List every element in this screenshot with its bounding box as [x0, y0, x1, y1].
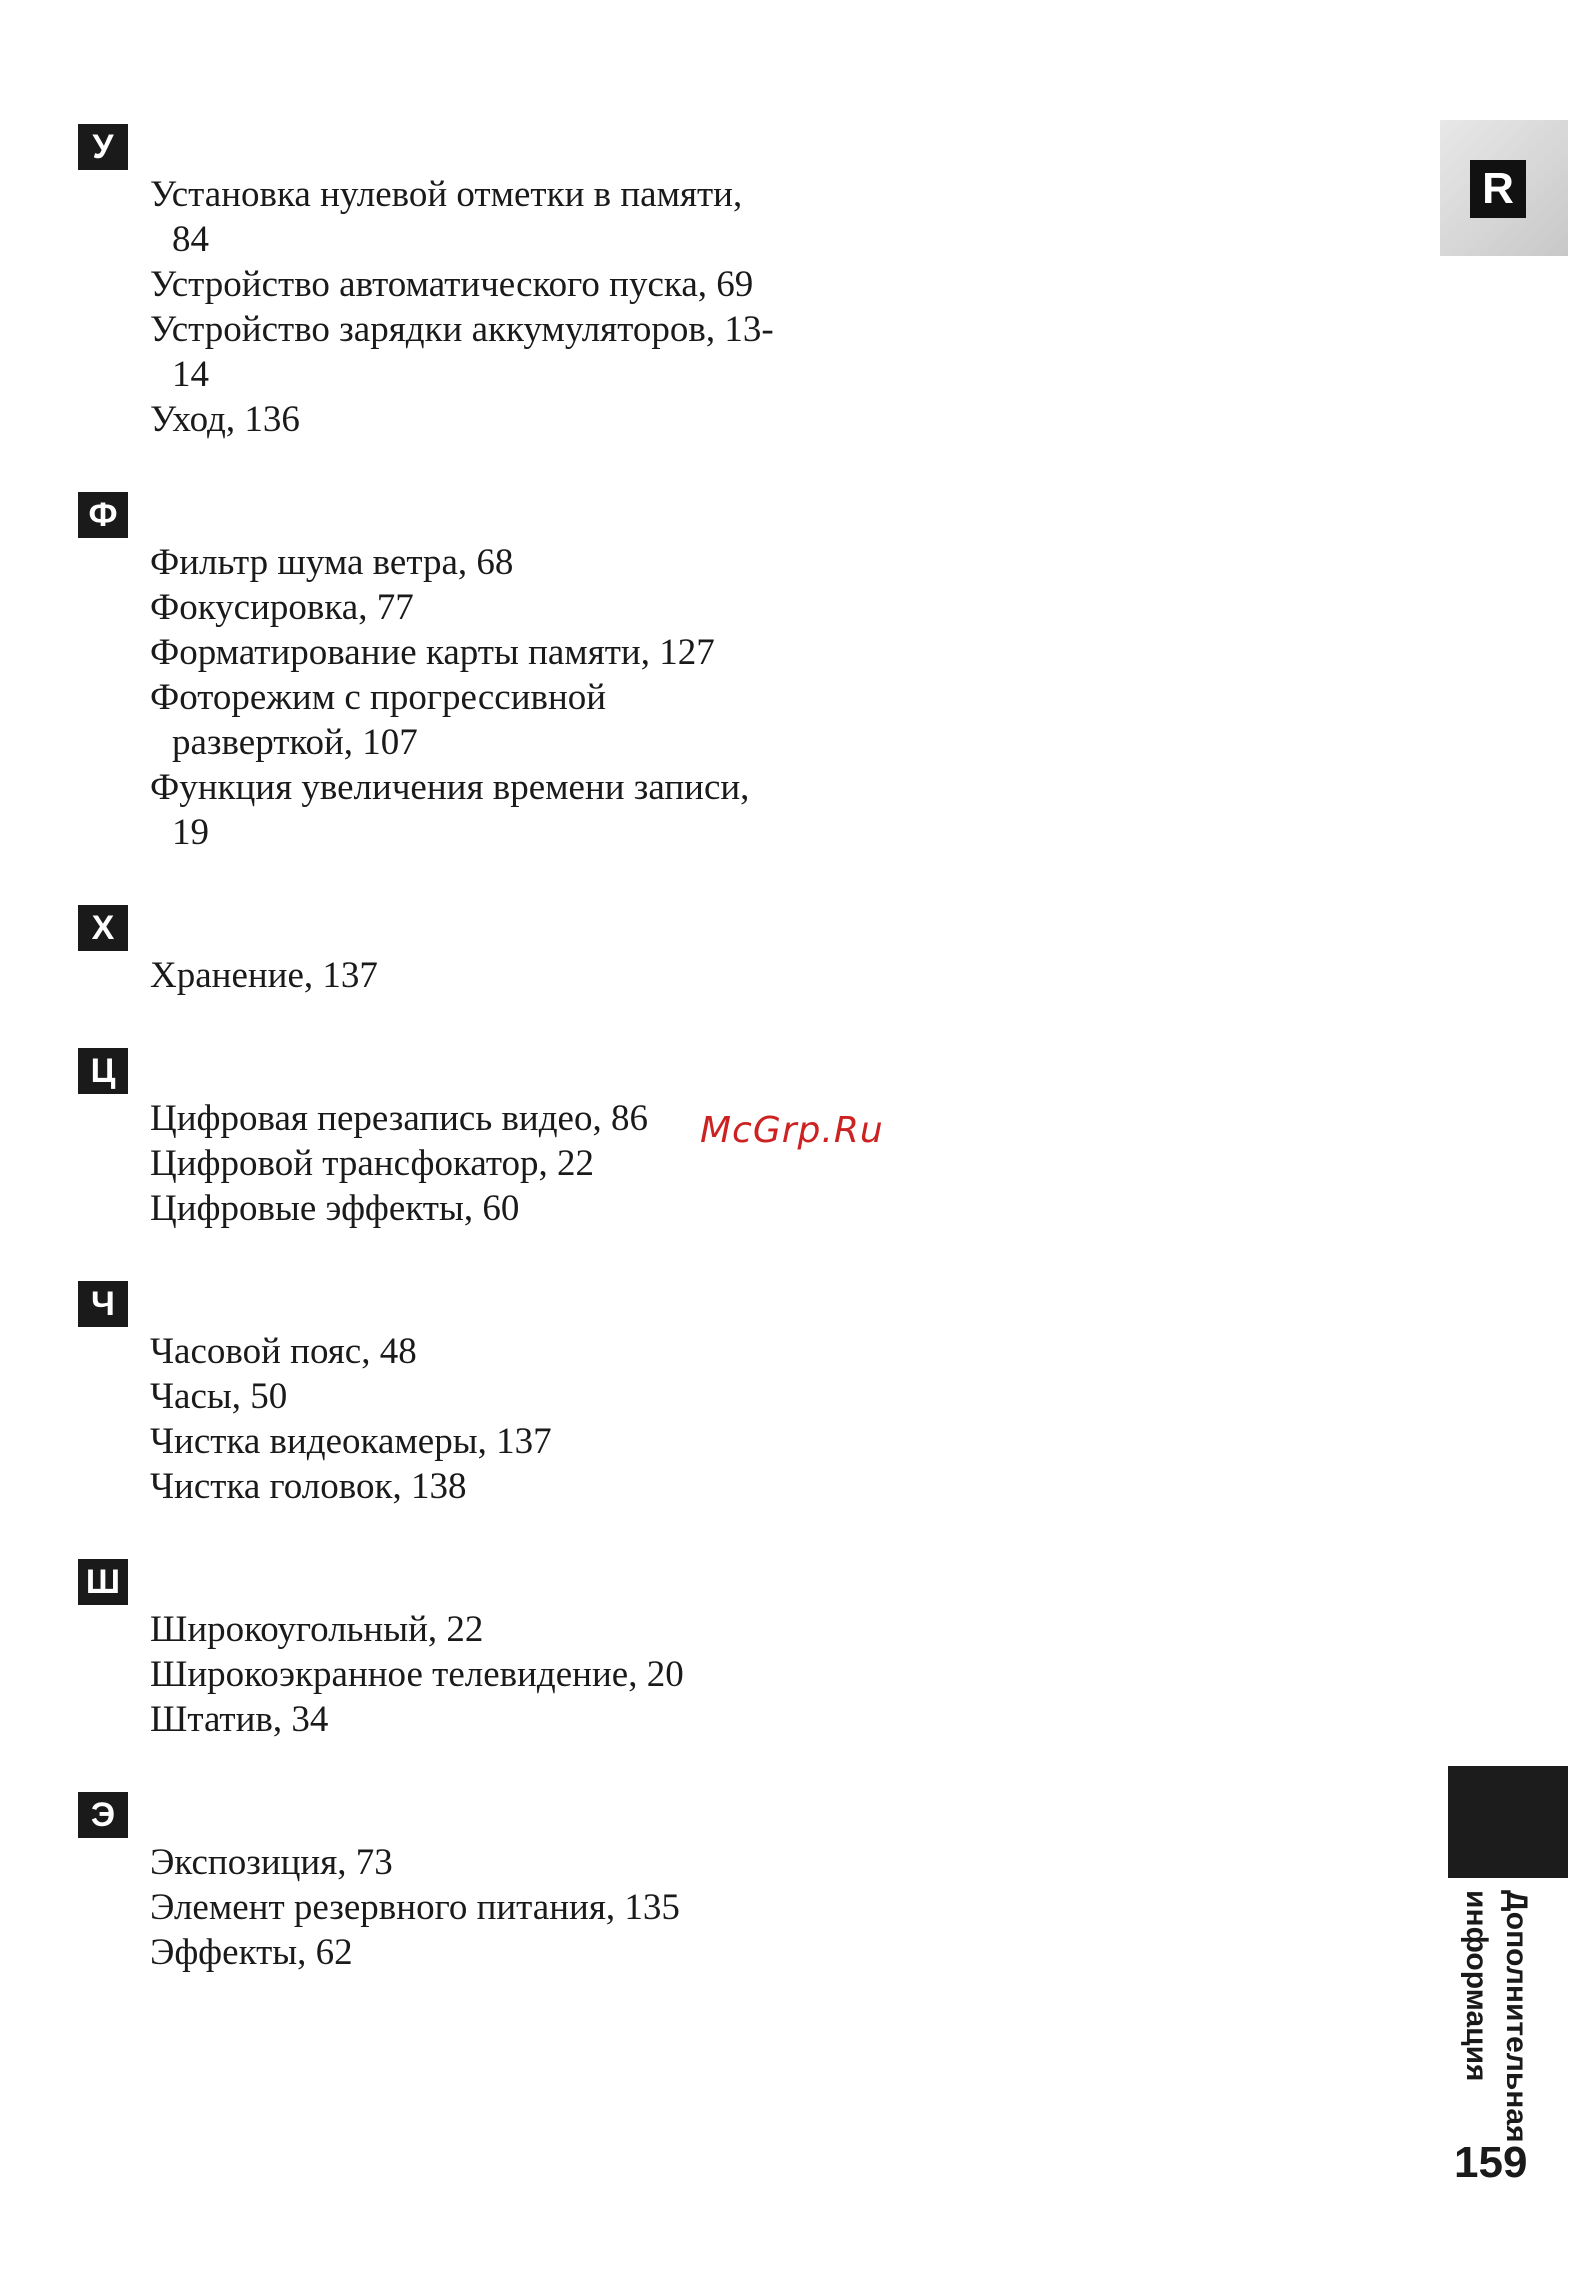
- entry-list: [78, 172, 778, 442]
- section-letter: Ш: [78, 1559, 128, 1605]
- entry-list: [78, 953, 778, 998]
- entry-list: [78, 1607, 778, 1742]
- index-entry: Часовой пояс, 48: [150, 1331, 417, 1372]
- index-entry: Установка нулевой отметки в памяти, 84: [150, 174, 743, 260]
- index-section-ts: [78, 1048, 778, 1231]
- index-entry: Чистка головок, 138: [150, 1466, 467, 1507]
- chapter-tab-letter: R: [1470, 160, 1526, 218]
- section-side-label: Дополнительная информация: [1460, 1890, 1533, 2143]
- entry-list: [78, 1096, 778, 1231]
- index-entry: Фокусировка, 77: [150, 587, 414, 628]
- page-number: 159: [1454, 2138, 1528, 2187]
- entry-list: [78, 540, 778, 855]
- section-letter: У: [78, 124, 128, 170]
- index-entry: Широкоугольный, 22: [150, 1609, 484, 1650]
- section-letter: Э: [78, 1792, 128, 1838]
- index-entry: Фильтр шума ветра, 68: [150, 542, 514, 583]
- index-entry: Эффекты, 62: [150, 1932, 353, 1973]
- index-entry: Уход, 136: [150, 399, 300, 440]
- watermark: McGrp.Ru: [700, 1110, 884, 1151]
- index-section-f: [78, 492, 778, 855]
- index-section-u: [78, 124, 778, 442]
- chapter-tab: [1440, 120, 1568, 256]
- section-letter: Ф: [78, 492, 128, 538]
- index-entry: Цифровые эффекты, 60: [150, 1188, 520, 1229]
- section-letter: Ц: [78, 1048, 128, 1094]
- section-marker-block: [1448, 1766, 1568, 1878]
- index-entry: Цифровая перезапись видео, 86: [150, 1098, 648, 1139]
- index-entry: Форматирование карты памяти, 127: [150, 632, 715, 673]
- index-entry: Цифровой трансфокатор, 22: [150, 1143, 595, 1184]
- index-entry: Элемент резервного питания, 135: [150, 1887, 680, 1928]
- index-entry: Фоторежим с прогрессивной разверткой, 107: [150, 677, 607, 763]
- section-letter: Х: [78, 905, 128, 951]
- index-section-ch: [78, 1281, 778, 1509]
- index-entry: Штатив, 34: [150, 1699, 329, 1740]
- index-section-sh: [78, 1559, 778, 1742]
- index-entry: Широкоэкранное телевидение, 20: [150, 1654, 684, 1695]
- entry-list: [78, 1840, 778, 1975]
- index-section-e: [78, 1792, 778, 1975]
- index-entry: Хранение, 137: [150, 955, 378, 996]
- index-entry: Чистка видеокамеры, 137: [150, 1421, 552, 1462]
- alphabetical-index: [78, 124, 778, 2025]
- section-letter: Ч: [78, 1281, 128, 1327]
- index-entry: Экспозиция, 73: [150, 1842, 393, 1883]
- index-section-kh: [78, 905, 778, 998]
- index-entry: Устройство зарядки аккумуляторов, 13-14: [150, 309, 774, 395]
- entry-list: [78, 1329, 778, 1509]
- index-entry: Часы, 50: [150, 1376, 288, 1417]
- index-entry: Устройство автоматического пуска, 69: [150, 264, 754, 305]
- index-entry: Функция увеличения времени записи, 19: [150, 767, 750, 853]
